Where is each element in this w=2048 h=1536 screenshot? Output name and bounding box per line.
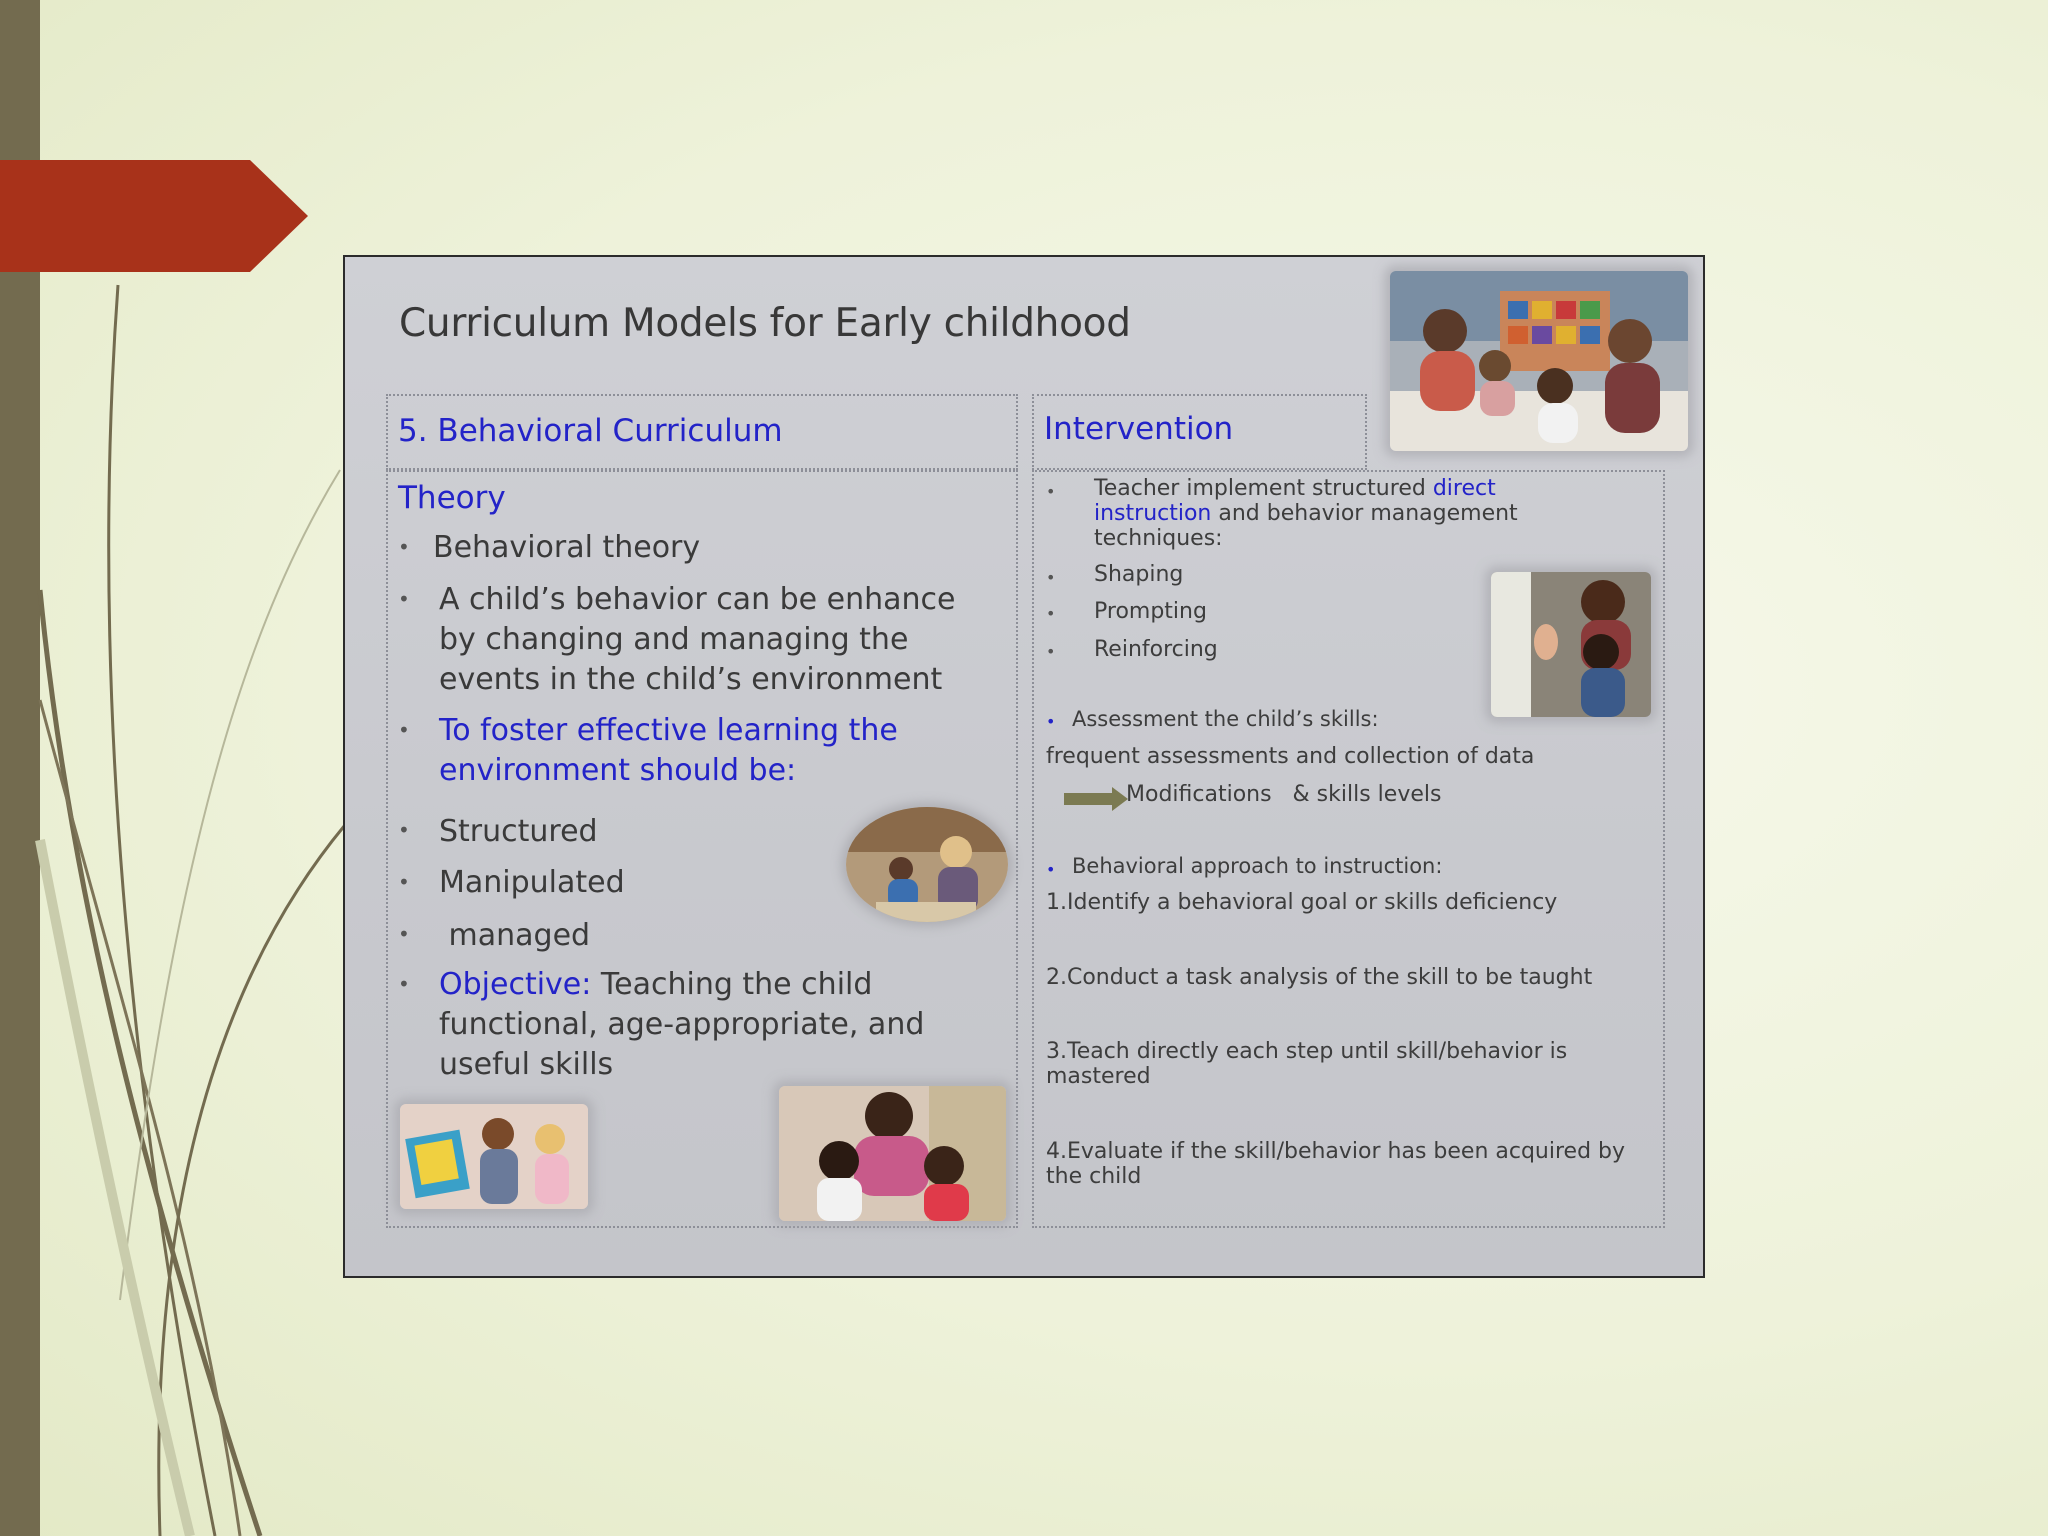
bullet-dot: •	[398, 535, 410, 559]
bullet-dot: •	[398, 587, 410, 611]
env-item-manipulated: Manipulated	[439, 865, 625, 900]
photo-classroom	[1390, 271, 1688, 451]
bullet-dot: •	[1046, 642, 1056, 661]
theory-label: Theory	[398, 480, 506, 516]
foster-text: To foster effective learning the environment should be:	[439, 713, 898, 788]
objective-label: Objective:	[439, 967, 592, 1002]
bullet-dot: •	[398, 718, 410, 742]
env-item-structured: Structured	[439, 814, 598, 849]
photo-oval-teacher	[846, 807, 1008, 922]
bullet-dot: •	[398, 818, 410, 842]
left-content-box	[386, 470, 1018, 1228]
step-4: 4.Evaluate if the skill/behavior has been acquired by the child	[1046, 1139, 1626, 1189]
assessment-label: Assessment the child’s skills:	[1072, 707, 1379, 731]
theory-item-1: Behavioral theory	[433, 530, 701, 565]
left-heading: 5. Behavioral Curriculum	[398, 413, 783, 449]
bullet-dot: •	[398, 870, 410, 894]
slide-title: Curriculum Models for Early childhood	[399, 301, 1131, 346]
bullet-dot: •	[1046, 860, 1056, 879]
step-3: 3.Teach directly each step until skill/behavior is mastered	[1046, 1039, 1568, 1089]
right-heading: Intervention	[1044, 411, 1234, 447]
bullet-dot: •	[398, 922, 410, 946]
teacher-pre: Teacher implement structured	[1094, 476, 1426, 501]
bullet-dot: •	[1046, 482, 1056, 501]
bullet-dot: •	[1046, 712, 1056, 731]
direct-instruction-link: direct instruction	[1094, 476, 1496, 526]
objective-block	[439, 965, 959, 1085]
teacher-text	[1094, 476, 1564, 551]
step-2: 2.Conduct a task analysis of the skill to be taught	[1046, 965, 1593, 990]
theory-item-2: A child’s behavior can be enhance by changing and managing the events in the child’s environment	[439, 582, 956, 697]
right-heading-box	[1032, 394, 1367, 470]
assessment-text: frequent assessments and collection of data	[1046, 744, 1535, 769]
teacher-post: and behavior management techniques:	[1094, 501, 1518, 551]
modifications-text: Modifications & skills levels	[1126, 782, 1442, 807]
technique-reinforcing: Reinforcing	[1094, 637, 1218, 662]
title-marker-arrow	[0, 160, 308, 272]
photo-children-reading	[400, 1104, 588, 1209]
technique-prompting: Prompting	[1094, 599, 1207, 624]
technique-shaping: Shaping	[1094, 562, 1184, 587]
left-heading-box	[386, 394, 1018, 470]
objective-text: Teaching the child functional, age-appropriate, and useful skills	[439, 967, 925, 1082]
env-item-managed: managed	[439, 918, 591, 953]
right-arrow-icon	[1064, 784, 1130, 814]
step-1: 1.Identify a behavioral goal or skills deficiency	[1046, 890, 1558, 915]
right-content-box	[1032, 470, 1665, 1228]
bullet-dot: •	[1046, 604, 1056, 623]
approach-label: Behavioral approach to instruction:	[1072, 854, 1443, 878]
bullet-dot: •	[1046, 568, 1056, 587]
photo-teacher-boy	[1491, 572, 1651, 717]
slide-image	[343, 255, 1705, 1278]
photo-mother-children	[779, 1086, 1006, 1221]
bullet-dot: •	[398, 972, 410, 996]
